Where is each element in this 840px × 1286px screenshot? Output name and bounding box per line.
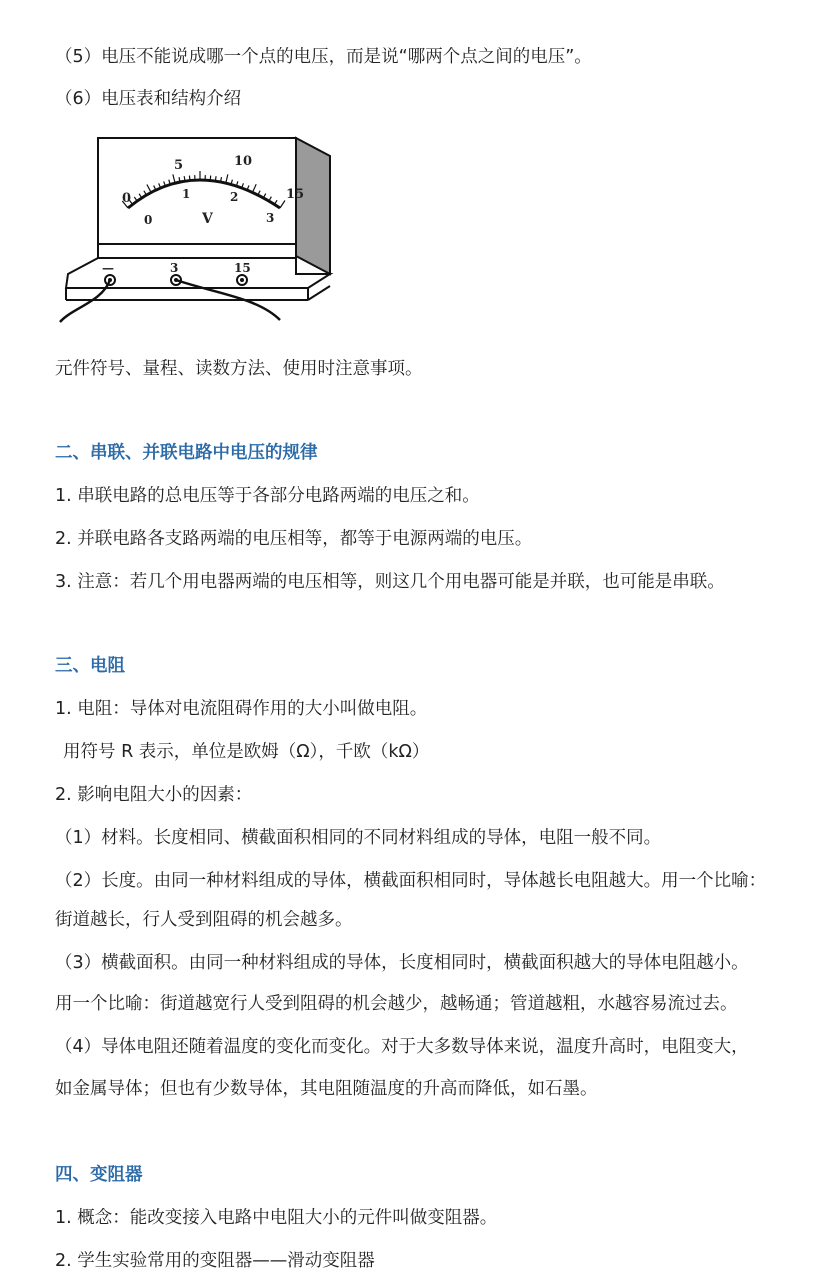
terminal-label-15: 15 [234, 261, 251, 275]
section-heading: 二、串联、并联电路中电压的规律 [55, 443, 318, 463]
text-line: 元件符号、量程、读数方法、使用时注意事项。 [55, 359, 423, 379]
text-line: 1. 概念：能改变接入电路中电阻大小的元件叫做变阻器。 [55, 1208, 498, 1228]
text-line: （2）长度。由同一种材料组成的导体，横截面积相同时，导体越长电阻越大。用一个比喻： [55, 871, 767, 891]
text-line: 2. 并联电路各支路两端的电压相等，都等于电源两端的电压。 [55, 529, 533, 549]
voltmeter-illustration [58, 126, 368, 324]
scale-bottom-3: 3 [266, 211, 275, 225]
text-line: （3）横截面积。由同一种材料组成的导体，长度相同时，横截面积越大的导体电阻越小。 [55, 953, 749, 973]
terminal-label-negative: — [102, 261, 114, 275]
scale-top-15: 15 [286, 187, 305, 202]
text-line: （6）电压表和结构介绍 [55, 89, 242, 109]
text-line: 3. 注意：若几个用电器两端的电压相等，则这几个用电器可能是并联，也可能是串联。 [55, 572, 725, 592]
dial-tick [215, 176, 216, 181]
text-line: 2. 学生实验常用的变阻器——滑动变阻器 [55, 1251, 375, 1271]
text-line: 用符号 R 表示，单位是欧姆（Ω），千欧（kΩ） [63, 742, 430, 762]
scale-top-10: 10 [234, 154, 253, 169]
dial-tick [184, 176, 185, 181]
text-line: 1. 串联电路的总电压等于各部分电路两端的电压之和。 [55, 486, 480, 506]
text-line: 1. 电阻：导体对电流阻碍作用的大小叫做电阻。 [55, 699, 428, 719]
scale-bottom-2: 2 [230, 190, 239, 204]
text-line: 2. 影响电阻大小的因素： [55, 785, 253, 805]
text-line: 如金属导体；但也有少数导体，其电阻随温度的升高而降低，如石墨。 [55, 1079, 598, 1099]
scale-top-0: 0 [122, 191, 132, 206]
text-line: （5）电压不能说成哪一个点的电压，而是说“哪两个点之间的电压”。 [55, 47, 592, 67]
scale-bottom-1: 1 [182, 187, 191, 201]
scale-bottom-0: 0 [144, 213, 153, 227]
text-line: （4）导体电阻还随着温度的变化而变化。对于大多数导体来说，温度升高时，电阻变大， [55, 1037, 749, 1057]
text-line: （1）材料。长度相同、横截面积相同的不同材料组成的导体，电阻一般不同。 [55, 828, 662, 848]
section-heading: 三、电阻 [55, 656, 125, 676]
terminal-label-3: 3 [170, 261, 179, 275]
unit-label: V [202, 211, 213, 227]
section-heading: 四、变阻器 [55, 1165, 143, 1185]
text-line: 用一个比喻：街道越宽行人受到阻碍的机会越少，越畅通；管道越粗，水越容易流过去。 [55, 994, 738, 1014]
scale-top-5: 5 [174, 158, 184, 173]
text-line: 街道越长，行人受到阻碍的机会越多。 [55, 910, 353, 930]
